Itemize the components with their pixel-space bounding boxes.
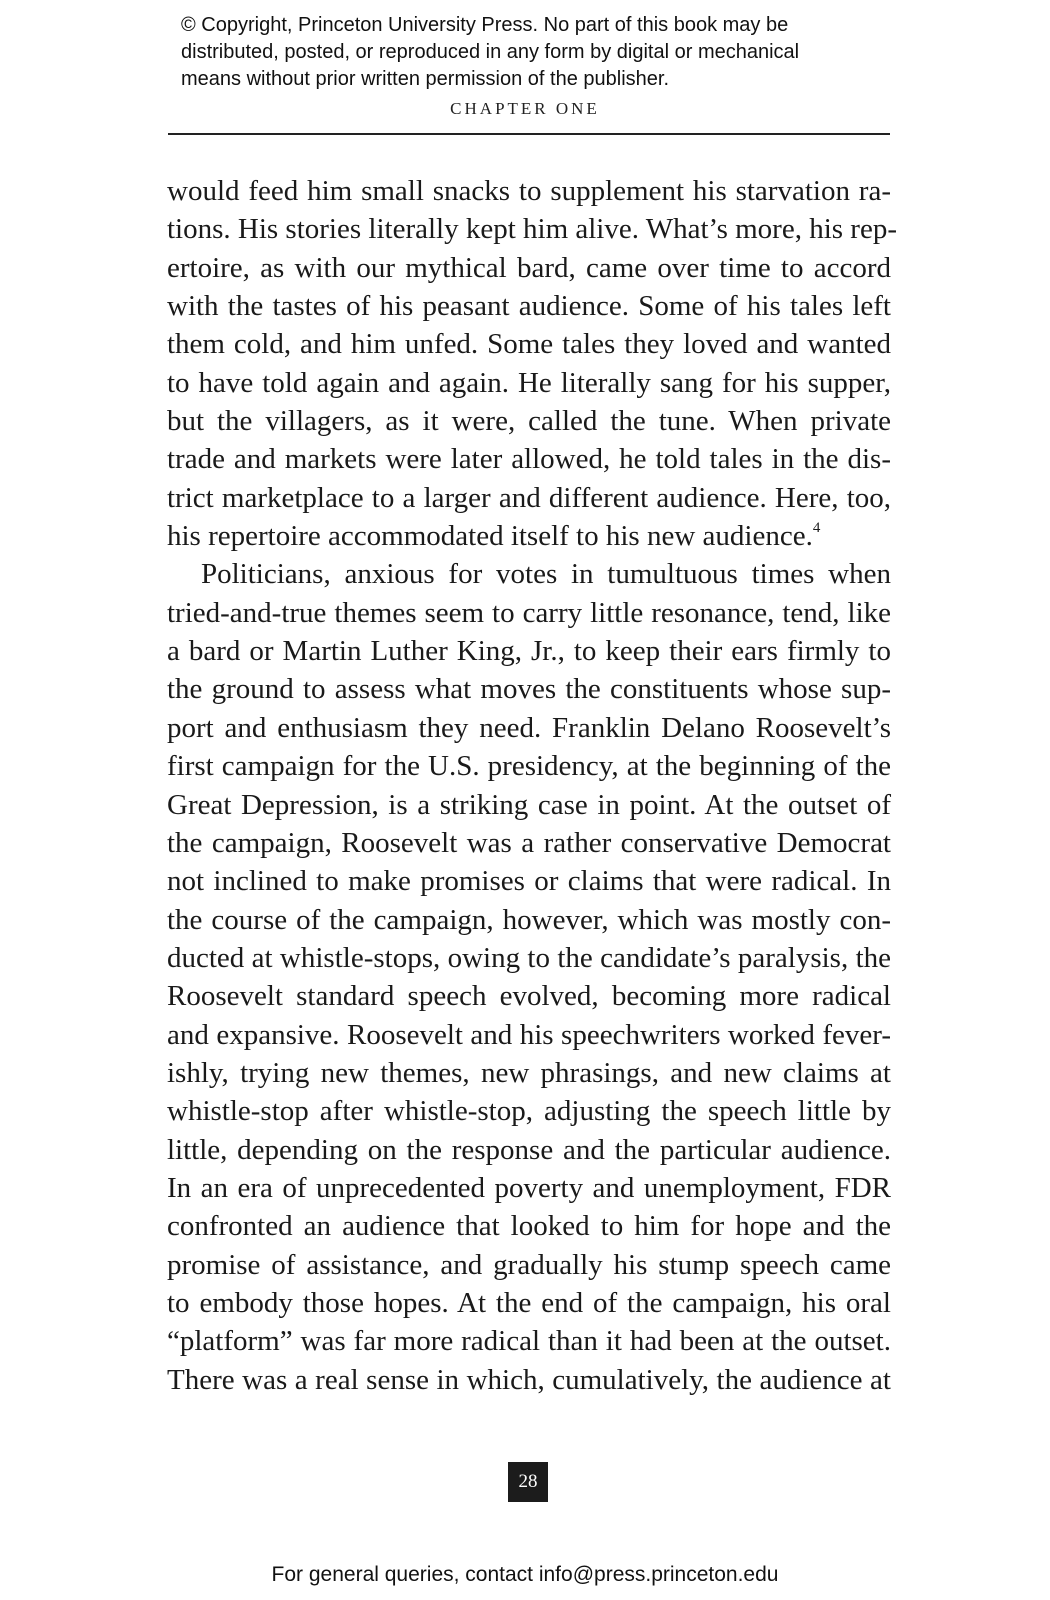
text-line: trade and markets were later allowed, he told tales in the dis- xyxy=(167,443,891,476)
text-line: port and enthusiasm they need. Franklin Delano Roosevelt’s xyxy=(167,711,891,744)
text-line: but the villagers, as it were, called the tune. When private xyxy=(167,405,891,438)
header-rule xyxy=(168,133,890,135)
text-line: to have told again and again. He literally sang for his supper, xyxy=(167,366,891,399)
text-line: them cold, and him unfed. Some tales they loved and wanted xyxy=(167,328,891,361)
text-line: first campaign for the U.S. presidency, at the beginning of the xyxy=(167,750,891,783)
copyright-line: distributed, posted, or reproduced in any form by digital or mechanical xyxy=(181,41,800,63)
text-line: a bard or Martin Luther King, Jr., to keep their ears firmly to xyxy=(167,635,891,668)
text-line: ertoire, as with our mythical bard, came over time to accord xyxy=(167,251,891,284)
footnote-reference[interactable]: 4 xyxy=(812,520,821,537)
running-head: CHAPTER ONE xyxy=(450,99,600,118)
text-line: ishly, trying new themes, new phrasings, and new claims at xyxy=(167,1056,891,1089)
text-line: the course of the campaign, however, which was mostly con- xyxy=(167,903,891,936)
text-line: Great Depression, is a striking case in point. At the outset of xyxy=(167,788,891,821)
text-line: In an era of unprecedented poverty and unemployment, FDR xyxy=(167,1171,891,1204)
text-line: whistle-stop after whistle-stop, adjusting the speech little by xyxy=(167,1095,891,1128)
text-line: Politicians, anxious for votes in tumultuous times when xyxy=(201,558,891,591)
text-line: and expansive. Roosevelt and his speechwriters worked fever- xyxy=(167,1018,891,1051)
text-line: promise of assistance, and gradually his stump speech came xyxy=(167,1248,891,1281)
paragraph-1 xyxy=(167,172,897,555)
text-line: tried-and-true themes seem to carry little resonance, tend, like xyxy=(167,596,891,629)
text-line: not inclined to make promises or claims that were radical. In xyxy=(167,865,891,898)
copyright-line: © Copyright, Princeton University Press. No part of this book may be xyxy=(181,14,789,36)
text-line: ducted at whistle-stops, owing to the candidate’s paralysis, the xyxy=(167,941,891,974)
text-line: little, depending on the response and the particular audience. xyxy=(167,1133,891,1166)
text-line: would feed him small snacks to supplement his starvation ra- xyxy=(167,175,891,207)
paragraph-2 xyxy=(167,555,891,1399)
text-line: trict marketplace to a larger and different audience. Here, too, xyxy=(167,481,891,514)
text-line: There was a real sense in which, cumulatively, the audience at xyxy=(167,1363,891,1396)
footer-contact-note: For general queries, contact info@press.princeton.edu xyxy=(271,1563,779,1586)
copyright-line: means without prior written permission of the publisher. xyxy=(181,68,670,90)
text-line: the campaign, Roosevelt was a rather conservative Democrat xyxy=(167,826,891,859)
text-line-content: his repertoire accommodated itself to his new audience. xyxy=(167,520,813,553)
text-line: confronted an audience that looked to him for hope and the xyxy=(167,1210,891,1243)
text-line: Roosevelt standard speech evolved, becoming more radical xyxy=(167,980,891,1013)
text-line: “platform” was far more radical than it had been at the outset. xyxy=(167,1325,891,1358)
text-line: the ground to assess what moves the constituents whose sup- xyxy=(167,673,891,706)
page-number: 28 xyxy=(508,1462,548,1502)
body-text xyxy=(167,172,897,1399)
text-line: tions. His stories literally kept him alive. What’s more, his rep- xyxy=(167,213,897,246)
text-line xyxy=(167,517,891,555)
copyright-notice xyxy=(181,12,901,93)
text-line: to embody those hopes. At the end of the campaign, his oral xyxy=(167,1286,891,1319)
text-line: with the tastes of his peasant audience. Some of his tales left xyxy=(167,290,891,323)
